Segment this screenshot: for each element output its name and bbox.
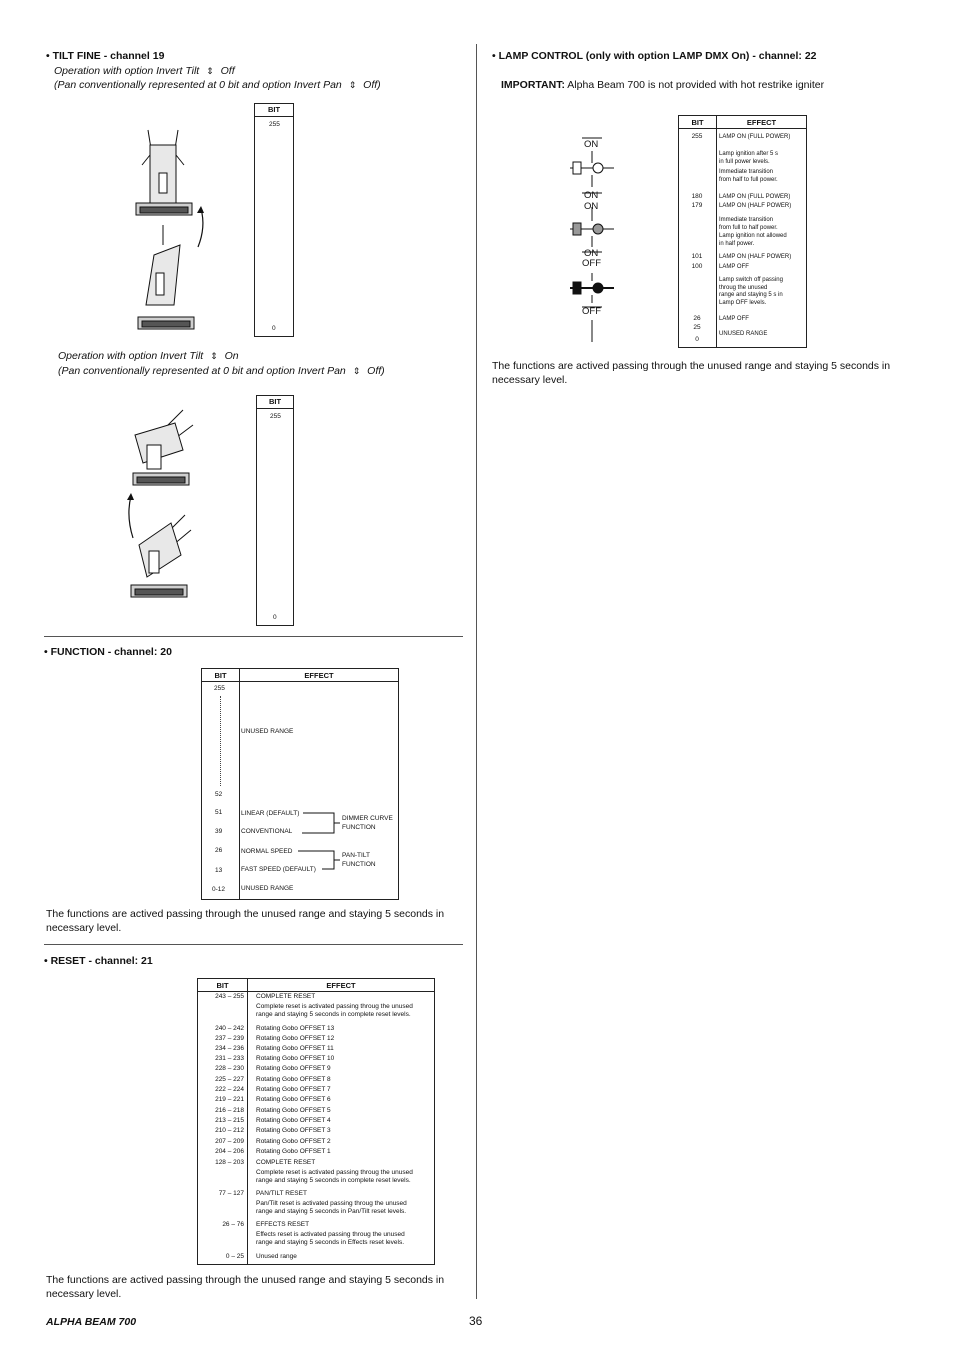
important-text: Alpha Beam 700 is not provided with hot restrike igniter <box>564 79 825 91</box>
reset-row-effect: Rotating Gobo OFFSET 13 <box>256 1025 335 1032</box>
lamp-row-bit: 101 <box>691 253 703 260</box>
lamp-row-effect: in full power levels. <box>719 158 770 165</box>
reset-row-bit: 77 – 127 <box>218 1190 244 1197</box>
reset-row-bit: 0 – 25 <box>225 1253 244 1260</box>
tilt-op1-pan-text: (Pan conventionally represented at 0 bit and option Invert Pan <box>54 79 342 91</box>
tilt-op1-text: Operation with option Invert Tilt <box>54 65 200 77</box>
function-effect-fast-speed: FAST SPEED (DEFAULT) <box>241 866 316 873</box>
tilt-bit-box-1 <box>254 103 294 337</box>
reset-row-effect: PAN/TILT RESET <box>256 1190 307 1197</box>
reset-row-bit: 26 – 76 <box>222 1221 244 1228</box>
lamp-row-effect: Lamp ignition not allowed <box>719 233 787 239</box>
reset-row-bit: 222 – 224 <box>215 1086 244 1093</box>
tilt-op1-state: Off <box>220 65 235 77</box>
bit-bottom: 0 <box>273 614 277 621</box>
tilt-op1-line2 <box>54 79 381 91</box>
function-effect-normal-speed: NORMAL SPEED <box>241 848 293 855</box>
reset-row-bit: 210 – 212 <box>215 1127 244 1134</box>
bit-bottom: 0 <box>272 325 276 332</box>
reset-col-effect: EFFECT <box>326 981 356 990</box>
function-col-effect: EFFECT <box>304 671 334 680</box>
function-col-bit: BIT <box>214 671 227 680</box>
lamp-row-bit: 179 <box>691 202 703 209</box>
lamp-row-bit: 26 <box>693 315 701 322</box>
lamp-row-effect: Immediate transition <box>719 217 774 223</box>
fixture-tilt-diagram-1 <box>130 125 200 340</box>
lamp-row-effect: LAMP ON (HALF POWER) <box>719 203 792 209</box>
reset-row-effect: Rotating Gobo OFFSET 10 <box>256 1055 335 1062</box>
reset-row-effect: Rotating Gobo OFFSET 11 <box>256 1045 334 1052</box>
function-bit-0-12: 0-12 <box>212 886 226 893</box>
function-bit-13: 13 <box>215 867 223 874</box>
lamp-symbol-off-2: OFF <box>582 306 601 317</box>
reset-row-description: Effects reset is activated passing throug the unused <box>256 1231 405 1238</box>
reset-row-effect: Rotating Gobo OFFSET 4 <box>256 1117 331 1124</box>
lamp-row-effect: throug the unused <box>719 284 768 291</box>
tilt-heading: • TILT FINE - channel 19 <box>46 50 165 62</box>
function-bit-255: 255 <box>214 685 225 692</box>
reset-row-bit: 231 – 233 <box>215 1055 244 1062</box>
reset-row-description: Complete reset is activated passing throug the unused <box>256 1003 413 1010</box>
important-label: IMPORTANT: <box>501 79 565 91</box>
lamp-note: The functions are actived passing through the unused range and staying 5 seconds in necessary level. <box>492 360 891 386</box>
reset-row-description: Complete reset is activated passing throug the unused <box>256 1169 413 1176</box>
lamp-row-bit: 25 <box>693 324 701 331</box>
function-effect-linear: LINEAR (DEFAULT) <box>241 810 300 817</box>
lamp-row-effect: LAMP OFF <box>719 316 749 322</box>
up-down-arrow-icon: ⇕ <box>210 351 218 361</box>
tilt-op2-pan-text: (Pan conventionally represented at 0 bit and option Invert Pan <box>58 365 346 377</box>
function-table <box>201 668 399 900</box>
lamp-row-bit: 180 <box>691 193 703 200</box>
pan-tilt-label-1: PAN-TILT <box>342 852 370 859</box>
reset-row-bit: 216 – 218 <box>215 1107 244 1114</box>
rotation-arrow-icon <box>124 492 138 540</box>
lamp-symbol-on-2: ON <box>584 190 599 201</box>
dimmer-curve-label-1: DIMMER CURVE <box>342 815 393 822</box>
lamp-symbol-on-1: ON <box>584 139 599 150</box>
page-number: 36 <box>469 1314 483 1328</box>
lamp-row-effect: range and staying 5 s in <box>719 292 783 298</box>
lamp-symbol-off-1: OFF <box>582 258 601 269</box>
bit-header: BIT <box>267 105 281 114</box>
reset-row-description: range and staying 5 seconds in Pan/Tilt reset levels. <box>256 1208 407 1215</box>
dimmer-curve-label-2: FUNCTION <box>342 824 376 831</box>
function-bit-51: 51 <box>215 809 223 816</box>
reset-row-bit: 225 – 227 <box>215 1076 244 1083</box>
reset-row-bit: 237 – 239 <box>215 1035 244 1042</box>
lamp-row-bit: 255 <box>691 133 703 140</box>
bit-top: 255 <box>269 121 280 128</box>
lamp-symbol-on-3: ON <box>584 201 599 212</box>
lamp-heading: • LAMP CONTROL (only with option LAMP DMX On) - channel: 22 <box>492 50 817 62</box>
tilt-op1-line1 <box>54 65 235 77</box>
up-down-arrow-icon: ⇕ <box>206 66 214 76</box>
lamp-important <box>501 78 824 92</box>
function-bit-52: 52 <box>215 791 223 798</box>
lamp-row-effect: LAMP OFF <box>719 264 749 270</box>
function-bit-39: 39 <box>215 828 223 835</box>
tilt-op2-line1 <box>58 350 239 362</box>
lamp-row-effect: Lamp switch off passing <box>719 277 783 283</box>
reset-row-bit: 243 – 255 <box>215 993 244 1000</box>
tilt-op2-text: Operation with option Invert Tilt <box>58 350 204 362</box>
pan-tilt-label-2: FUNCTION <box>342 861 376 868</box>
column-divider <box>476 44 477 1299</box>
up-down-arrow-icon: ⇕ <box>352 366 361 376</box>
reset-row-description: Pan/Tilt reset is activated passing throug the unused <box>256 1200 407 1207</box>
reset-col-bit: BIT <box>216 981 229 990</box>
lamp-row-effect: LAMP ON (FULL POWER) <box>719 134 791 140</box>
reset-row-effect: Rotating Gobo OFFSET 8 <box>256 1076 331 1083</box>
lamp-row-effect: LAMP ON (HALF POWER) <box>719 254 792 260</box>
section-divider <box>44 944 463 945</box>
reset-table <box>197 978 435 1265</box>
function-note: The functions are actived passing through the unused range and staying 5 seconds in necessary level. <box>46 908 445 934</box>
tilt-op2-line2 <box>58 365 385 377</box>
bit-header: BIT <box>268 397 282 406</box>
reset-row-effect: Rotating Gobo OFFSET 9 <box>256 1065 331 1072</box>
lamp-row-effect: Lamp OFF levels. <box>719 299 767 306</box>
reset-row-bit: 204 – 206 <box>215 1148 244 1155</box>
reset-row-description: range and staying 5 seconds in Effects reset levels. <box>256 1239 405 1246</box>
reset-heading: • RESET - channel: 21 <box>44 955 153 967</box>
tilt-op1-pan-state: Off) <box>363 79 381 91</box>
bit-top: 255 <box>270 413 281 420</box>
reset-note: The functions are actived passing through the unused range and staying 5 seconds in necessary level. <box>46 1274 445 1300</box>
reset-row-effect: Rotating Gobo OFFSET 6 <box>256 1096 331 1103</box>
lamp-row-effect: UNUSED RANGE <box>719 331 768 337</box>
lamp-row-effect: in half power. <box>719 240 755 247</box>
reset-row-bit: 213 – 215 <box>215 1117 244 1124</box>
function-effect-unused: UNUSED RANGE <box>241 728 294 735</box>
reset-row-effect: COMPLETE RESET <box>256 993 316 1000</box>
reset-row-bit: 207 – 209 <box>215 1138 244 1145</box>
function-bit-26: 26 <box>215 847 223 854</box>
reset-row-effect: Rotating Gobo OFFSET 2 <box>256 1138 331 1145</box>
lamp-row-effect: Immediate transition <box>719 169 774 175</box>
tilt-op2-pan-state: Off) <box>367 365 385 377</box>
lamp-row-bit: 100 <box>691 263 703 270</box>
function-effect-conventional: CONVENTIONAL <box>241 828 293 835</box>
function-effect-unused-bottom: UNUSED RANGE <box>241 885 294 892</box>
reset-row-effect: Rotating Gobo OFFSET 12 <box>256 1035 335 1042</box>
reset-row-effect: EFFECTS RESET <box>256 1221 310 1228</box>
reset-row-effect: Rotating Gobo OFFSET 3 <box>256 1127 331 1134</box>
lamp-table <box>678 115 807 348</box>
footer-brand: ALPHA BEAM 700 <box>46 1316 137 1328</box>
reset-row-effect: Unused range <box>256 1253 297 1260</box>
reset-row-effect: COMPLETE RESET <box>256 1159 316 1166</box>
lamp-col-effect: EFFECT <box>746 118 777 127</box>
reset-row-effect: Rotating Gobo OFFSET 7 <box>256 1086 331 1093</box>
lamp-row-effect: from half to full power. <box>719 176 778 183</box>
up-down-arrow-icon: ⇕ <box>348 80 357 90</box>
lamp-row-effect: LAMP ON (FULL POWER) <box>719 194 791 200</box>
reset-row-description: range and staying 5 seconds in complete reset levels. <box>256 1011 411 1018</box>
reset-row-bit: 228 – 230 <box>215 1065 244 1072</box>
lamp-row-effect: from full to half power. <box>719 224 778 231</box>
lamp-col-bit: BIT <box>691 118 704 127</box>
tilt-op2-state: On <box>224 350 239 362</box>
reset-row-bit: 128 – 203 <box>215 1159 244 1166</box>
lamp-row-bit: 0 <box>695 336 699 343</box>
lamp-row-effect: Lamp ignition after 5 s <box>719 151 779 157</box>
tilt-bit-box-2 <box>256 395 294 626</box>
reset-row-bit: 219 – 221 <box>215 1096 244 1103</box>
reset-row-description: range and staying 5 seconds in complete reset levels. <box>256 1177 411 1184</box>
reset-row-bit: 234 – 236 <box>215 1045 244 1052</box>
reset-row-effect: Rotating Gobo OFFSET 5 <box>256 1107 331 1114</box>
rotation-arrow-icon <box>194 205 208 250</box>
function-heading: • FUNCTION - channel: 20 <box>44 646 172 658</box>
reset-row-bit: 240 – 242 <box>215 1025 244 1032</box>
section-divider <box>44 636 463 637</box>
reset-row-effect: Rotating Gobo OFFSET 1 <box>256 1148 331 1155</box>
lamp-symbol-on-4: ON <box>584 248 599 259</box>
